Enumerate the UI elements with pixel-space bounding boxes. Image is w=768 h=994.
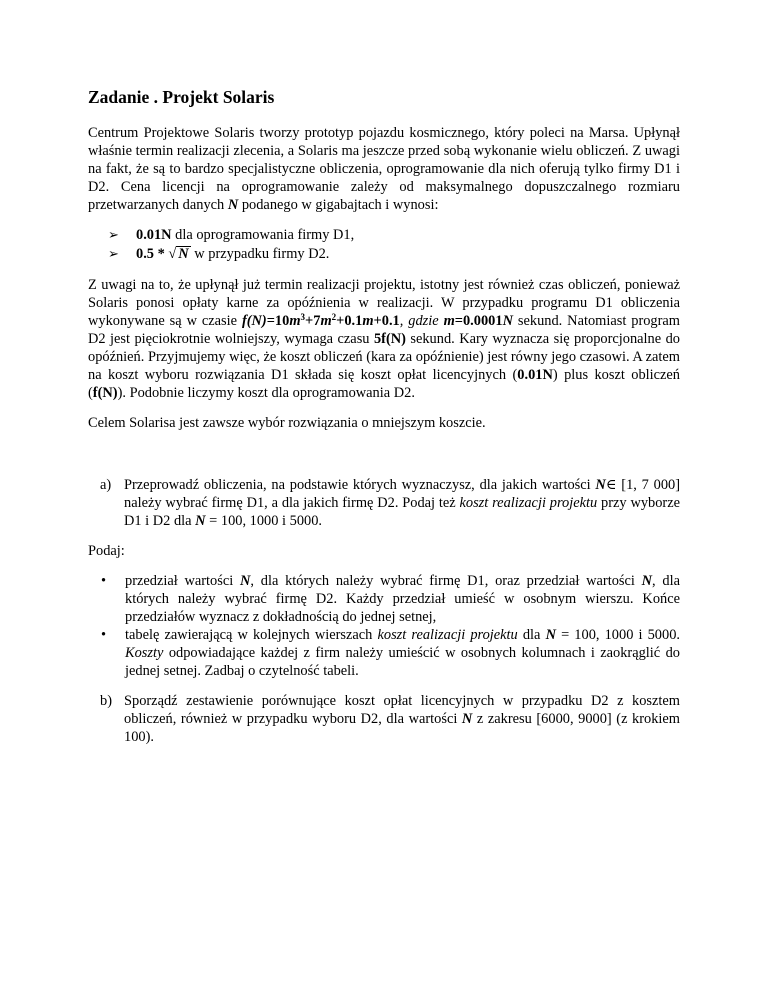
task-b-marker: b) <box>100 693 112 709</box>
requirement-intervals: • przedział wartości N, dla których należy wybrać firmę D1, oraz przedział wartości N, dla których należy wybrać firmę D2. Każdy przedział umieść w osobnym wierszu. Końce przedziałów wyznacz z dokładnością do jednej setnej, <box>101 573 680 625</box>
intro-paragraph: Centrum Projektowe Solaris tworzy prototyp pojazdu kosmicznego, który poleci na Marsa. Upłynął właśnie termin realizacji zlecenia, a Solaris ma jeszcze przed sobą wykonanie wielu obliczeń. Z uwagi na fakt, że są to bardzo specjalistyczne obliczenia, oprogramowanie dla nich oferują tylko firmy D1 i D2. Cena licencji na oprogramowanie zależy od maksymalnego dopuszczalnego rozmiaru przetwarzanych danych N podanego w gigabajtach i wynosi: <box>88 125 680 213</box>
task-b: b) Sporządź zestawienie porównujące koszt opłat licencyjnych w przypadku D2 z kosztem obliczeń, również w przypadku wyboru D2, dla wartości N z zakresu [6000, 9000] (z krokiem 100). <box>100 693 680 745</box>
requirements-list <box>88 572 680 680</box>
bullet-icon: • <box>101 573 107 589</box>
requirement-table: • tabelę zawierającą w kolejnych wierszach koszt realizacji projektu dla N = 100, 1000 i 5000. Koszty odpowiadające każdej z firm należy umieścić w osobnych kolumnach i zaokrąglić do jednej setnej. Zadbaj o czytelność tabeli. <box>101 627 680 679</box>
goal-paragraph: Celem Solarisa jest zawsze wybór rozwiązania o mniejszym koszcie. <box>88 415 486 431</box>
task-title: Zadanie . Projekt Solaris <box>88 87 275 107</box>
task-list <box>88 476 680 530</box>
podaj-label: Podaj: <box>88 543 125 559</box>
arrow-bullet-icon: ➢ <box>108 246 119 261</box>
license-item-d1: ➢ 0.01N dla oprogramowania firmy D1, <box>108 227 355 243</box>
document-page <box>88 86 680 746</box>
bullet-icon: • <box>101 627 107 643</box>
task-list-b <box>88 692 680 746</box>
sqrt-icon: √ <box>168 246 177 262</box>
license-price-list <box>88 226 680 264</box>
task-a-marker: a) <box>100 477 112 493</box>
task-a: a) Przeprowadź obliczenia, na podstawie których wyznaczysz, dla jakich wartości N∈ [1, 7 000] należy wybrać firmę D1, a dla jakich firmę D2. Podaj też koszt realizacji projektu przy wyborze D1 i D2 dla N = 100, 1000 i 5000. <box>100 477 681 529</box>
license-item-d2: ➢ 0.5 * √ N w przypadku firmy D2. <box>108 246 330 262</box>
cost-paragraph: Z uwagi na to, że upłynął już termin realizacji projektu, istotny jest również czas obliczeń, ponieważ Solaris ponosi opłaty karne za opóźnienia w realizacji. W przypadku programu D1 obliczenia wykonywane są w czasie $f(N)=10m^3+7m^2+0.1m+0.1$, gdzie m=0.0001N sekund. Natomiast program D2 jest pięciokrotnie wolniejszy, wymaga czasu 5f(N) sekund. Kary wyznacza się proporcjonalne do opóźnień. Przyjmujemy więc, że koszt obliczeń (kara za opóźnienie) jest równy jego czasowi. A zatem na koszt wyboru rozwiązania D1 składa się koszt opłat licencyjnych (0.01N) plus koszt obliczeń (f(N)). Podobnie liczymy koszt dla oprogramowania D2. <box>88 277 681 401</box>
arrow-bullet-icon: ➢ <box>108 227 119 242</box>
